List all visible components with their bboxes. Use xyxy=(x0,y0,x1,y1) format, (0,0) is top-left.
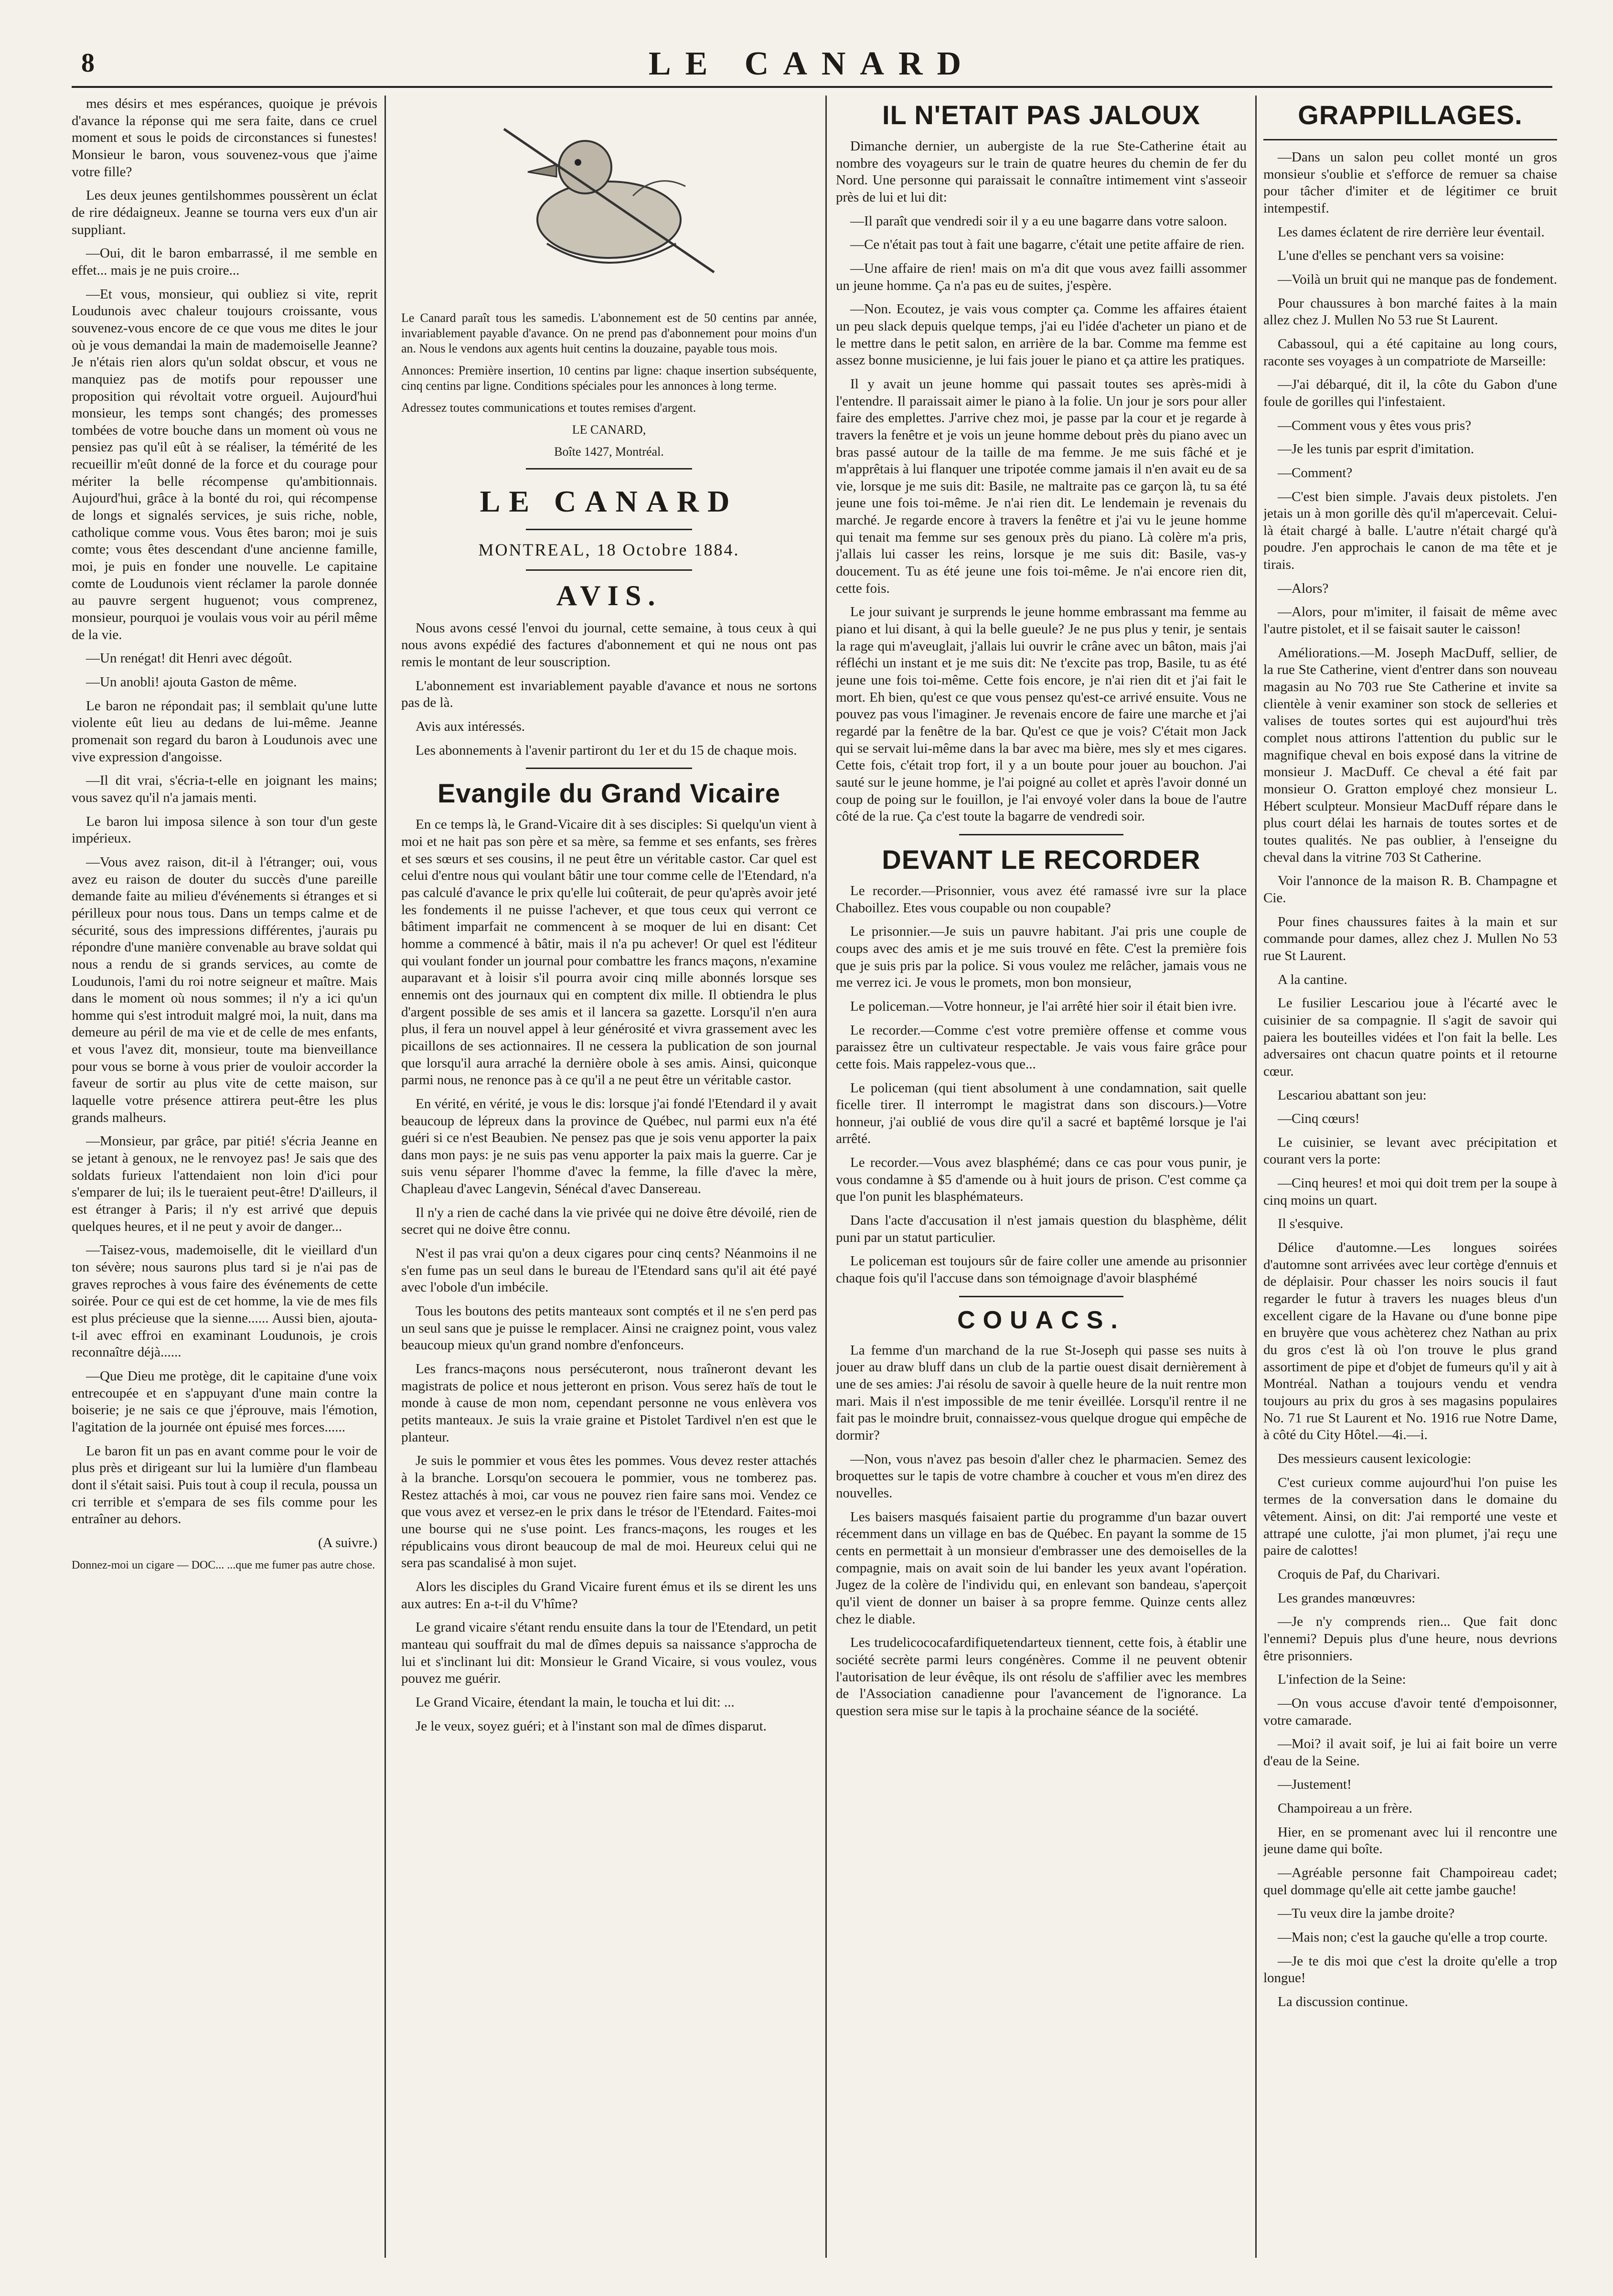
grappillages-heading: GRAPPILLAGES. xyxy=(1298,100,1523,130)
paragraph: —Taisez-vous, mademoiselle, dit le vieillard d'un ton sévère; nous saurons plus tard si je n'ai pas de graves reproches à vous faire des événements de cette soirée. Pour ce qui est de cet homme, la vie de mes fils est plus précieuse que la sienne...... Aussi bien, ajouta-t-il avec effroi en examinant Loudunois, je crois reconnaître déjà...... xyxy=(72,1242,377,1360)
adresser-caption: Adressez toutes communications et toutes remises d'argent. xyxy=(401,400,696,415)
paragraph: —Tu veux dire la jambe droite? xyxy=(1278,1906,1455,1922)
paragraph: Nous avons cessé l'envoi du journal, cette semaine, à tous ceux à qui nous avons expédié des factures d'abonnement et qui ne nous ont pas remis le montant de leur souscription. xyxy=(401,620,817,670)
paragraph: Le prisonnier.—Je suis un pauvre habitant. J'ai pris une couple de coups avec des amis et je me suis trouvé en fête. C'est la première fois que je suis pris par la police. Si vous voulez me relâcher, jamais vous ne me verrez ici. Je vous le promets, mon bon monsieur, xyxy=(836,924,1247,991)
paragraph: —Vous avez raison, dit-il à l'étranger; oui, vous avez eu raison de douter du succès d'une pareille demande faite au milieu d'événements si étranges et si périlleux pour nous tous. Dans un temps calme et de sécurité, sous des impressions différentes, j'aurais pu répondre d'une manière convenable au brave soldat qui nous a rendu de si grands services, au comte de Loudunois, l'ami du roi notre seigneur et maître. Mais dans le moment où nous sommes; il n'y a ici qu'un homme qui s'est introduit malgré moi, la nuit, dans ma demeure au péril de ma vie et de celle de mes enfants, et vous l'avez dit, monsieur, toute ma bienveillance pour vous se borne à vous prier de vouloir accorder la faveur de sortir au plus vite de cette maison, sur laquelle votre présence attirera peut-être les plus grands malheurs. xyxy=(72,854,377,1125)
paragraph: —Agréable personne fait Champoireau cadet; quel dommage qu'elle ait cette jambe gauche! xyxy=(1263,1865,1557,1898)
paragraph: Voir l'annonce de la maison R. B. Champagne et Cie. xyxy=(1263,873,1557,906)
paragraph: Lescariou abattant son jeu: xyxy=(1278,1087,1427,1103)
paragraph: —Non, vous n'avez pas besoin d'aller chez le pharmacien. Semez des broquettes sur le tapis de votre chambre à coucher et vous m'en direz des nouvelles. xyxy=(836,1451,1247,1501)
paragraph: Le baron lui imposa silence à son tour d'un geste impérieux. xyxy=(72,813,377,846)
grappillages-text xyxy=(1263,149,1557,2011)
paragraph: L'abonnement est invariablement payable d'avance et nous ne sortons pas de là. xyxy=(401,678,817,711)
paragraph: —Alors? xyxy=(1278,580,1329,596)
column-rule xyxy=(385,96,386,2258)
paragraph: Croquis de Paf, du Charivari. xyxy=(1278,1566,1440,1582)
paragraph: Les deux jeunes gentilshommes poussèrent un éclat de rire dédaigneux. Jeanne se tourna vers eux d'un air suppliant. xyxy=(72,188,377,237)
paragraph: Le recorder.—Prisonnier, vous avez été ramassé ivre sur la place Chaboillez. Etes vous coupable ou non coupable? xyxy=(836,883,1247,916)
paragraph: —On vous accuse d'avoir tenté d'empoisonner, votre camarade. xyxy=(1263,1695,1557,1728)
column-stories xyxy=(836,96,1247,2258)
paragraph: —Dans un salon peu collet monté un gros monsieur s'oublie et s'efforce de remuer sa chaise pour tâcher d'imiter et de légitimer ce bruit intempestif. xyxy=(1263,150,1557,216)
paragraph: Le fusilier Lescariou joue à l'écarté avec le cuisinier de sa compagnie. Il s'agit de savoir qui paiera les bouteilles vidées et l'on fait la belle. Les adversaires ont chacun quatre points et il retourne cœur. xyxy=(1263,995,1557,1079)
jaloux-heading: IL N'ETAIT PAS JALOUX xyxy=(882,100,1200,130)
paragraph: Il s'esquive. xyxy=(1278,1216,1344,1232)
column-feuilleton xyxy=(72,96,377,2258)
paragraph: Dans l'acte d'accusation il n'est jamais question du blasphème, délit puni par un statut particulier. xyxy=(836,1213,1247,1245)
paragraph: —Mais non; c'est la gauche qu'elle a trop courte. xyxy=(1278,1930,1548,1945)
canard-engraving xyxy=(475,100,743,301)
subscription-caption: Le Canard paraît tous les samedis. L'abonnement est de 50 centins par année, invariablement payable d'avance. On ne prend pas d'abonnement pour moins d'un an. Nous le vendons aux agents huit centins la douzaine, payable tous mois. xyxy=(401,311,817,355)
paragraph: —Un renégat! dit Henri avec dégoût. xyxy=(86,651,292,666)
paragraph: Il y avait un jeune homme qui passait toutes ses après-midi à l'entendre. Il paraissait aimer le piano à la folie. Un jour je sors pour aller faire des emplettes. J'arrive chez moi, je passe par la cour et je regarde à travers la fenêtre et je vois un jeune homme debout près du piano avec un bras passé autour de la taille de ma femme. Je me suis fâché et je m'apprêtais à lui flanquer une tripotée comme jamais il n'en avait eu de sa vie, lorsque je me suis dit: Basile, ne maltraite pas ce garçon là, tu sa été jeune une fois toi-même. Je n'ai rien dit. Le lendemain je revenais du marché. Je regarde encore à travers la fenêtre et j'ai vu le jeune homme qui tenait ma femme sur ses genoux près du piano. Là colère m'a pris, j'allais lui casser les reins, lorsque je me suis dit: Basile, vas-y doucement. Tu as été jeune une fois toi-même. Je n'ai encore rien dit, cette fois. xyxy=(836,376,1247,596)
paragraph: —Monsieur, par grâce, par pitié! s'écria Jeanne en se jetant à genoux, ne le renvoyez pas! Je sais que des soldats furieux l'attendaient non loin d'ici pour s'emparer de lui; ils le tueraient peut-être! D'ailleurs, il est étranger à Paris; il n'y est arrivé que depuis quelques heures, et il ne peut y avoir de danger... xyxy=(72,1133,377,1234)
paragraph: Le jour suivant je surprends le jeune homme embrassant ma femme au piano et lui disant, à qui la belle gueule? Je ne pus plus y tenir, je sentais la rage qui m'aveuglait, j'allais lui ouvrir le crâne avec un bâton, mais j'ai réfléchi un instant et je me suis dit: Ne t'excite pas trop, Basile, tu as été jeune une fois toi-même. Cette fois encore, je n'ai rien dit et j'ai fait le mort. Eh bien, qu'est ce que vous pensez qu'est-ce arrivé ensuite. Vous ne pouvez pas vous l'imaginer. Je revenais encore de faire une marche et j'ai regardé par la fenêtre de la bar. Qu'est ce que je vois? C'était mon Jack qui se servait lui-même dans la bar avec ma bière, mes sly et mes cigares. Cette fois, c'était trop fort, il y a un boute pour jouer au bouchon. J'ai sauté sur le jeune homme, je l'ai poigné au collet et après l'avoir donné un coup de poing sur le fouillon, je l'ai envoyé voler dans la boue de l'autre côté de la rue. Ça c'est toute la bagarre de vendredi soir. xyxy=(836,604,1247,824)
paragraph: Le cuisinier, se levant avec précipitation et courant vers la porte: xyxy=(1263,1134,1557,1167)
paragraph: Les grandes manœuvres: xyxy=(1278,1590,1416,1606)
paragraph: Le policeman.—Votre honneur, je l'ai arrêté hier soir il était bien ivre. xyxy=(850,998,1237,1014)
couacs-heading: COUACS. xyxy=(957,1306,1125,1334)
paragraph: mes désirs et mes espérances, quoique je prévois d'avance la réponse qui me sera faite, dans ce cruel moment et sous le poids de circonstances si funestes! Monsieur le baron, vous souvenez-vous que j'aime votre fille? xyxy=(72,96,377,180)
paragraph: Champoireau a un frère. xyxy=(1278,1801,1412,1816)
paragraph: —Il dit vrai, s'écria-t-elle en joignant les mains; vous savez qu'il n'a jamais menti. xyxy=(72,773,377,805)
column-rule xyxy=(1255,96,1257,2258)
footer-fragment: Donnez-moi un cigare — DOC... ...que me fumer pas autre chose. xyxy=(72,1559,375,1571)
paragraph: A la cantine. xyxy=(1278,972,1347,987)
paragraph: Les trudelicococafardifiquetendarteux tiennent, cette fois, à établir une société secrète parmi leurs congénères. Comme il ne peuvent obtenir l'autorisation de leur évêque, ils ont résolu de s'affilier avec les membres de l'Association canadienne pour l'avancement de l'ignorance. La question sera mise sur le tapis à la prochaine séance de la société. xyxy=(836,1635,1247,1719)
recorder-text xyxy=(836,883,1247,1287)
paragraph: L'une d'elles se penchant vers sa voisine: xyxy=(1278,248,1505,264)
paragraph: —Justement! xyxy=(1278,1777,1352,1793)
paragraph: Les francs-maçons nous persécuteront, nous traîneront devant les magistrats de police et nous jetteront en prison. Vous serez haïs de tout le monde à cause de mon nom, cependant personne ne vous enlèvera vos petits manteaux. Je suis la vraie graine et Pistolet Tardivel n'en est que le planteur. xyxy=(401,1361,817,1445)
masthead xyxy=(72,43,1552,88)
paragraph: Je suis le pommier et vous êtes les pommes. Vous devez rester attachés à la branche. Lorsqu'on secouera le pommier, vous ne tomberez pas. Restez attachés à moi, car vous ne pouvez rien faire sans moi. Vendez ce que vous avez et versez-en le prix dans le trésor de l'Etendard. Faites-moi une bourse qui ne s'use point. Les francs-maçons, les rouges et les républicains vous diront beaucoup de mal de moi. Heureux celui qui ne sera pas scandalisé à mon sujet. xyxy=(401,1453,817,1571)
page-number: 8 xyxy=(81,48,95,78)
paragraph: —Je n'y comprends rien... Que fait donc l'ennemi? Depuis plus d'une heure, nous devrions être prisonniers. xyxy=(1263,1614,1557,1664)
column-editorial xyxy=(401,96,817,2258)
paragraph: Des messieurs causent lexicologie: xyxy=(1278,1451,1472,1466)
paragraph: Le recorder.—Vous avez blasphémé; dans ce cas pour vous punir, je vous condamne à $5 d'amende ou à huit jours de prison. C'est comme ça que l'on punit les blasphémateurs. xyxy=(836,1155,1247,1205)
paragraph: —Comment vous y êtes vous pris? xyxy=(1278,417,1472,433)
newspaper-title: LE CANARD xyxy=(648,45,976,82)
paragraph: —Non. Ecoutez, je vais vous compter ça. Comme les affaires étaient un peu slack depuis quelque temps, j'ai eu l'idée d'acheter un piano et de le mettre dans le petit salon, en arrière de la bar. Comme ma femme est assez bonne musicienne, je lui fais jouer le piano et ça attire les pratiques. xyxy=(836,301,1247,368)
paragraph: —Oui, dit le baron embarrassé, il me semble en effet... mais je ne puis croire... xyxy=(72,246,377,278)
paragraph: —Cinq heures! et moi qui doit trem per la soupe à cinq moins un quart. xyxy=(1263,1175,1557,1208)
paragraph: Pour fines chaussures faites à la main et sur commande pour dames, allez chez J. Mullen No 53 rue St Laurent. xyxy=(1263,914,1557,963)
paragraph: Hier, en se promenant avec lui il rencontre une jeune dame qui boîte. xyxy=(1263,1824,1557,1857)
paragraph: —J'ai débarqué, dit il, la côte du Gabon d'une foule de gorilles qui l'infestaient. xyxy=(1263,377,1557,409)
paragraph: Les dames éclatent de rire derrière leur éventail. xyxy=(1278,224,1545,240)
address-box: Boîte 1427, Montréal. xyxy=(554,444,664,459)
paragraph: N'est il pas vrai qu'on a deux cigares pour cinq cents? Néanmoins il ne s'en fume pas un seul dans le bureau de l'Etendard sans qu'il ait été payé avec l'obole d'un imbécile. xyxy=(401,1246,817,1295)
paragraph: —Alors, pour m'imiter, il faisait de même avec l'autre pistolet, et il se faisait sauter le caisson! xyxy=(1263,604,1557,637)
paragraph: Dimanche dernier, un aubergiste de la rue Ste-Catherine était au nombre des voyageurs sur le train de quatre heures du chemin de fer du Nord. Une personne qui paraissait le connaître intimement vint s'asseoir près de lui et lui dit: xyxy=(836,139,1247,205)
paragraph: —Ce n'était pas tout à fait une bagarre, c'était une petite affaire de rien. xyxy=(850,237,1245,253)
avis-heading: AVIS. xyxy=(556,579,662,611)
paragraph: Avis aux intéressés. xyxy=(416,719,525,735)
couacs-text xyxy=(836,1342,1247,1720)
paragraph: —Je les tunis par esprit d'imitation. xyxy=(1278,441,1474,457)
annonces-caption: Annonces: Première insertion, 10 centins par ligne: chaque insertion subséquente, cinq centins par ligne. Conditions spéciales pour les annonces à long terme. xyxy=(401,363,817,393)
column-grappillages xyxy=(1263,96,1557,2258)
duck-illustration-icon xyxy=(475,100,743,301)
paragraph: Le grand vicaire s'étant rendu ensuite dans la tour de l'Etendard, un petit manteau qui souffrait du mal de dîmes depuis sa naissance s'approcha de lui et s'inclinant lui dit: Monsieur le Grand Vicaire, si vous voulez, vous pouvez me guérir. xyxy=(401,1620,817,1687)
paragraph: Pour chaussures à bon marché faites à la main allez chez J. Mullen No 53 rue St Laurent. xyxy=(1263,295,1557,328)
paragraph: L'infection de la Seine: xyxy=(1278,1672,1406,1687)
evangile-heading: Evangile du Grand Vicaire xyxy=(438,778,780,809)
paragraph: Améliorations.—M. Joseph MacDuff, sellier, de la rue Ste Catherine, vient d'entrer dans son nouveau magasin au No 703 rue Ste Catherine et invite sa clientèle à venir examiner son stock de selleries et valises de toutes sortes qui est aujourd'hui très complet nous attirons l'attention du public sur le magnifique cheval en bois exposé dans la vitrine de monsieur J. MacDuff. Ce cheval a été fait par monsieur O. Gratton employé chez monsieur L. Hébert sculpteur. Monsieur MacDuff répare dans le plus court délai les harnais de toutes sortes et de toutes qualités. Ne pas oublier, à l'enseigne du cheval dans la vitrine 703 St Catherine. xyxy=(1263,645,1557,865)
avis-text xyxy=(401,620,817,759)
paragraph: —C'est bien simple. J'avais deux pistolets. J'en jetais un à mon gorille dès qu'il m'apercevait. Celui-là était chargé à balle. L'autre n'était chargé qu'à poudre. J'en approchais le canon de ma tête et je tirais. xyxy=(1263,489,1557,573)
paragraph: —Comment? xyxy=(1278,465,1353,481)
paragraph: Je le veux, soyez guéri; et à l'instant son mal de dîmes disparut. xyxy=(416,1718,767,1734)
paragraph: En ce temps là, le Grand-Vicaire dit à ses disciples: Si quelqu'un vient à moi et ne hait pas son père et sa mère, sa femme et ses enfants, ses frères et ses sœurs et ses cousins, il ne peut être un véritable castor. Car quel est celui d'entre nous qui voulant bâtir une tour comme celle de l'Etendard, n'a pas calculé d'avance le prix qu'elle lui coûterait, de peur qu'après avoir jeté les fondements il ne puisse l'achever, et que tous ceux qui verront ce bâtiment imparfait ne commencent à se moquer de lui en disant: Cet homme a commencé à bâtir, mais il n'a pu achever! Or quel est l'éditeur qui voulant fonder un journal pour combattre les francs maçons, n'examine auparavant et à loisir s'il pourra avoir cinq mille abonnés lorsque ses ennemis ont des journaux qui en comptent dix mille. Il obtiendra le plus d'argent possible de ses amis et il lancera sa gazette. Lorsqu'il n'en aura plus, il fera un nouvel appel à leur générosité et vivra grassement avec les picaillons de ses actionnaires. Il ne cessera la publication de son journal que lorsqu'il aura arraché la dernière obole à ses amis. Ainsi, quiconque parmi nous, ne renonce pas à ce qu'il a ne peut être un véritable castor. xyxy=(401,817,817,1088)
paragraph: —Voilà un bruit qui ne manque pas de fondement. xyxy=(1278,271,1557,287)
jaloux-text xyxy=(836,138,1247,825)
paragraph: Il n'y a rien de caché dans la vie privée qui ne doive être dévoilé, rien de secret qui ne doive être connu. xyxy=(401,1205,817,1238)
paragraph: —Un anobli! ajouta Gaston de même. xyxy=(86,674,297,690)
paragraph: Les baisers masqués faisaient partie du programme d'un bazar ouvert récemment dans un village en bas de Québec. En payant la somme de 15 cents en permettait à un monsieur d'embrasser une des demoiselles de la compagnie, mais on avait soin de lui bander les yeux avant l'opération. Jugez de la colère de l'individu qui, en enlevant son bandeau, s'aperçoit qu'il vient de donner un baiser à sa propre femme. Quinze cents allez chez le diable. xyxy=(836,1509,1247,1627)
paragraph: —Moi? il avait soif, je lui ai fait boire un verre d'eau de la Seine. xyxy=(1263,1736,1557,1769)
address-name: LE CANARD, xyxy=(572,422,646,437)
evangile-text xyxy=(401,816,817,1735)
paragraph: Le baron ne répondait pas; il semblait qu'une lutte violente eût lieu au dedans de lui-même. Jeanne promenait son regard du baron à Loudunois avec une vive expression d'angoisse. xyxy=(72,698,377,765)
paragraph: Le policeman est toujours sûr de faire coller une amende au prisonnier chaque fois qu'il l'accuse dans son témoignage d'avoir blasphémé xyxy=(836,1253,1247,1286)
paragraph: —Et vous, monsieur, qui oubliez si vite, reprit Loudunois avec chaleur toujours croissante, vous souvenez-vous encore de ce que vous me dites le jour où je vous demandai la main de mademoiselle Jeanne? Je n'étais rien alors qu'un soldat obscur, et vous ne manquiez pas de motifs pour repousser une proposition qui révoltait votre orgueil. Aujourd'hui monsieur, les temps sont changés; des promesses tombées de votre bouche dans un moment où vous ne pensiez pas qu'il eût à se réaliser, la témérité de les recueillir m'eût donné de la force et du courage pour mériter la belle récompense qu'ambitionnais. Aujourd'hui, grâce à la bonté du roi, qui récompense de longs et signalés services, je suis riche, noble, catholique comme vous. Vous êtes baron; moi je suis comte; vous êtes descendant d'une ancienne famille, moi, je puis en fonder une nouvelle. Le capitaine comte de Loudunois vient réclamer la parole donnée au pauvre sergent huguenot; vous comprenez, monsieur, pourquoi je voulais vous voir au péril même de la vie. xyxy=(72,286,377,642)
recorder-heading: DEVANT LE RECORDER xyxy=(882,844,1201,875)
paragraph: Tous les boutons des petits manteaux sont comptés et il ne s'en perd pas un seul sans que je puisse le remplacer. Ainsi ne craignez point, vous valez beaucoup mieux qu'un grand nombre d'enfonceurs. xyxy=(401,1303,817,1353)
paragraph: —Une affaire de rien! mais on m'a dit que vous avez failli assommer un jeune homme. Ça n'a pas eu de suites, j'espère. xyxy=(836,260,1247,293)
column-rule xyxy=(825,96,827,2258)
paragraph: Le baron fit un pas en avant comme pour le voir de plus près et dirigeant sur lui la lumière d'un flambeau dont il s'était saisi. Puis tout à coup il recula, poussa un cri terrible et s'empara de ses fils comme pour les entraîner au dehors. xyxy=(72,1443,377,1527)
paragraph: Alors les disciples du Grand Vicaire furent émus et ils se dirent les uns aux autres: En a-t-il du V'hîme? xyxy=(401,1579,817,1612)
paragraph: Cabassoul, qui a été capitaine au long cours, raconte ses voyages à un compatriote de Marseille: xyxy=(1263,336,1557,369)
paragraph: La discussion continue. xyxy=(1278,1994,1409,2010)
paragraph: —Cinq cœurs! xyxy=(1278,1111,1360,1127)
paragraph: Délice d'automne.—Les longues soirées d'automne sont arrivées avec leur cortège d'ennuis et de déplaisir. Pour chasser les noirs soucis il faut regarder le futur à travers les nuages bleus d'un excellent cigare de la Havane ou d'une bonne pipe en bruyère que vous achèterez chez Nathan au prix du gros c'est là où l'on trouve le plus grand assortiment de pipe et d'objet de fumeurs qu'il y ait à Montréal. Nathan a toujours vendu et vendra toujours au prix du gros à ses magasins populaires No. 71 rue St Laurent et No. 1916 rue Notre Dame, à côté du City Hôtel.—4i.—i. xyxy=(1263,1240,1557,1443)
paragraph: —Que Dieu me protège, dit le capitaine d'une voix entrecoupée et en s'appuyant d'une main contre la boiserie; je ne sais ce que j'éprouve, mais l'émotion, l'agitation de la journée ont épuisé mes forces...... xyxy=(72,1368,377,1435)
a-suivre: (A suivre.) xyxy=(318,1535,377,1550)
paragraph: Le policeman (qui tient absolument à une condamnation, sait quelle ficelle tirer. Il interrompt le magistrat dans son discours.)—Votre honneur, j'ai oublié de vous dire qu'il a sacré et baptêmé lorsque je l'ai arrêté. xyxy=(836,1080,1247,1147)
paper-name: LE CANARD xyxy=(480,484,738,518)
paragraph: —Il paraît que vendredi soir il y a eu une bagarre dans votre saloon. xyxy=(850,213,1228,229)
paragraph: En vérité, en vérité, je vous le dis: lorsque j'ai fondé l'Etendard il y avait beaucoup de lépreux dans la province de Québec, nul parmi eux n'a été guéri si ce n'est Beaubien. Ne pensez pas que je sois venu apporter la paix dans mon pays: je ne suis pas venu apporter la paix mais la guerre. Car je suis venu séparer l'homme d'avec la femme, la fille d'avec la mère, Chapleau d'avec Langevin, Sénécal d'avec Dansereau. xyxy=(401,1096,817,1197)
paragraph: Le Grand Vicaire, étendant la main, le toucha et lui dit: ... xyxy=(416,1694,735,1710)
paragraph: —Je te dis moi que c'est la droite qu'elle a trop longue! xyxy=(1263,1953,1557,1986)
paragraph: C'est curieux comme aujourd'hui l'on puise les termes de la conversation dans le domaine du vêtement. Ainsi, on dit: J'ai remporté une veste et attrapé une culotte, j'ai mon plumet, j'ai reçu une paire de calottes! xyxy=(1263,1474,1557,1559)
dateline: MONTREAL, 18 Octobre 1884. xyxy=(478,540,740,559)
paragraph: La femme d'un marchand de la rue St-Joseph qui passe ses nuits à jouer au draw bluff dans un club de la partie ouest disait dernièrement à une de ses amies: J'ai résolu de savoir à quelle heure de la nuit rentre mon mari. Mais il n'est impossible de me tenir éveillée. Lorsqu'il rentre il ne fait pas le moindre bruit, connaissez-vous quelque drogue qui empêche de dormir? xyxy=(836,1342,1247,1443)
feuilleton-text xyxy=(72,96,377,1528)
paragraph: Les abonnements à l'avenir partiront du 1er et du 15 de chaque mois. xyxy=(416,742,797,758)
paragraph: Le recorder.—Comme c'est votre première offense et comme vous paraissez être un cultivateur respectable. Je vais vous faire grâce pour cette fois. Mais rappelez-vous que... xyxy=(836,1022,1247,1072)
